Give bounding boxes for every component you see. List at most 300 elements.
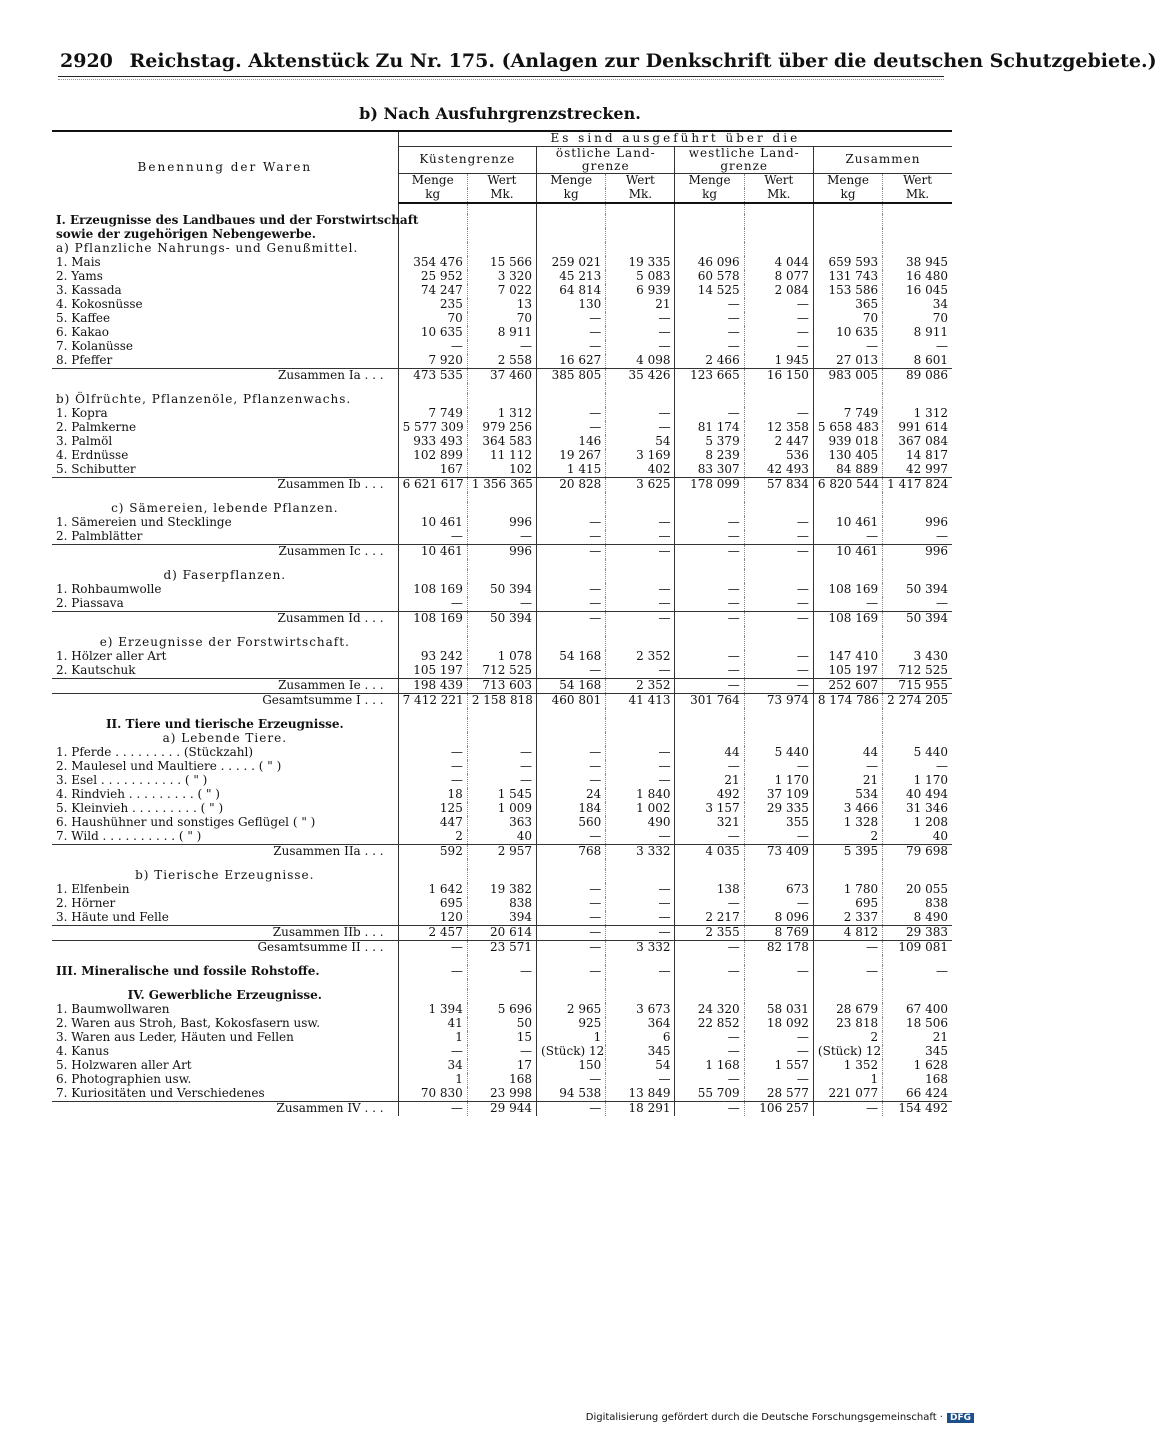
value-cell: —: [537, 421, 606, 435]
value-cell: 147 410: [813, 650, 882, 664]
empty-cell: [675, 989, 744, 1003]
value-cell: 10 461: [813, 516, 882, 530]
spacer-cell: [744, 203, 813, 214]
value-cell: 40: [467, 830, 536, 845]
value-cell: 23 998: [467, 1087, 536, 1102]
value-cell: 460 801: [537, 694, 606, 709]
value-cell: 996: [467, 545, 536, 560]
value-cell: —: [744, 965, 813, 979]
value-cell: —: [606, 1073, 675, 1087]
value-cell: —: [744, 612, 813, 627]
menge-header: Menge: [537, 174, 606, 189]
value-cell: 4 044: [744, 256, 813, 270]
value-cell: 2 352: [606, 650, 675, 664]
table-body: [52, 203, 952, 1116]
value-cell: 16 480: [883, 270, 952, 284]
table-row: [52, 270, 952, 284]
value-cell: —: [467, 597, 536, 612]
table-row: [52, 284, 952, 298]
value-cell: 1 415: [537, 463, 606, 478]
value-cell: 3 466: [813, 802, 882, 816]
value-cell: 673: [744, 883, 813, 897]
value-cell: 5 577 309: [398, 421, 467, 435]
value-cell: 7 022: [467, 284, 536, 298]
spacer-cell: [883, 492, 952, 502]
value-cell: 17: [467, 1059, 536, 1073]
spacer-cell: [606, 626, 675, 636]
row-label: 5. Kleinvieh . . . . . . . . . ( " ): [56, 801, 224, 816]
value-cell: —: [537, 530, 606, 545]
value-cell: 939 018: [813, 435, 882, 449]
value-cell: 385 805: [537, 369, 606, 384]
value-cell: 7 920: [398, 354, 467, 369]
value-cell: —: [467, 340, 536, 354]
value-cell: 178 099: [675, 478, 744, 493]
value-cell: 979 256: [467, 421, 536, 435]
value-cell: —: [537, 326, 606, 340]
row-label: IV. Gewerbliche Erzeugnisse.: [127, 988, 322, 1003]
value-cell: 1 208: [883, 816, 952, 830]
table-row: [52, 1031, 952, 1045]
value-cell: 70: [813, 312, 882, 326]
spacer-cell: [537, 383, 606, 393]
spacer-cell: [813, 859, 882, 869]
row-label: a) Pflanzliche Nahrungs- und Genußmittel.: [56, 241, 359, 256]
value-cell: 1 170: [744, 774, 813, 788]
spacer-cell: [606, 383, 675, 393]
value-cell: 8 077: [744, 270, 813, 284]
value-cell: —: [744, 679, 813, 694]
empty-cell: [398, 989, 467, 1003]
kg-unit-header: kg: [813, 188, 882, 203]
value-cell: 560: [537, 816, 606, 830]
row-label: 5. Schibutter: [56, 462, 136, 477]
value-cell: 37 460: [467, 369, 536, 384]
header-rule: [58, 76, 944, 77]
value-cell: 55 709: [675, 1087, 744, 1102]
spacer-cell: [744, 559, 813, 569]
empty-cell: [467, 242, 536, 256]
value-cell: 5 379: [675, 435, 744, 449]
value-cell: —: [606, 326, 675, 340]
section-row: [52, 242, 952, 256]
value-cell: 28 679: [813, 1003, 882, 1017]
spacer-cell: [813, 383, 882, 393]
value-cell: 130: [537, 298, 606, 312]
spacer-cell: [675, 626, 744, 636]
value-cell: 106 257: [744, 1102, 813, 1117]
value-cell: —: [537, 312, 606, 326]
subtotal-row: [52, 545, 952, 560]
subtotal-row: [52, 478, 952, 493]
row-label: 2. Palmblätter: [56, 529, 143, 544]
value-cell: 996: [883, 545, 952, 560]
value-cell: 40 494: [883, 788, 952, 802]
value-cell: 301 764: [675, 694, 744, 709]
section-subtitle: b) Nach Ausfuhrgrenzstrecken.: [359, 104, 641, 123]
value-cell: —: [675, 407, 744, 421]
empty-cell: [813, 502, 882, 516]
value-cell: 221 077: [813, 1087, 882, 1102]
value-cell: —: [606, 830, 675, 845]
spacer-cell: [398, 492, 467, 502]
table-row: [52, 788, 952, 802]
value-cell: 1 002: [606, 802, 675, 816]
value-cell: 82 178: [744, 941, 813, 956]
value-cell: —: [606, 612, 675, 627]
empty-cell: [813, 214, 882, 228]
empty-cell: [813, 732, 882, 746]
value-cell: 1: [537, 1031, 606, 1045]
value-cell: —: [675, 760, 744, 774]
section-row: [52, 718, 952, 732]
value-cell: —: [883, 530, 952, 545]
table-row: [52, 516, 952, 530]
value-cell: 50 394: [467, 612, 536, 627]
value-cell: 1 168: [675, 1059, 744, 1073]
value-cell: 108 169: [813, 583, 882, 597]
value-cell: 8 174 786: [813, 694, 882, 709]
value-cell: —: [744, 298, 813, 312]
empty-cell: [883, 502, 952, 516]
spacer-cell: [744, 626, 813, 636]
value-cell: 365: [813, 298, 882, 312]
value-cell: —: [606, 897, 675, 911]
value-cell: 10 635: [398, 326, 467, 340]
value-cell: 19 267: [537, 449, 606, 463]
value-cell: 46 096: [675, 256, 744, 270]
table-row: [52, 354, 952, 369]
empty-cell: [883, 989, 952, 1003]
spacer-cell: [606, 708, 675, 718]
group-kuestengrenze: Küstengrenze: [398, 147, 536, 174]
row-label: 1. Sämereien und Stecklinge: [56, 515, 232, 530]
value-cell: —: [675, 545, 744, 560]
empty-cell: [813, 718, 882, 732]
row-label: 3. Palmöl: [56, 434, 113, 449]
row-label: 1. Elfenbein: [56, 882, 130, 897]
column-group-header: Es sind ausgeführt über die: [398, 131, 952, 147]
row-label: 4. Kokosnüsse: [56, 297, 143, 312]
value-cell: 29 335: [744, 802, 813, 816]
row-label: Zusammen Ie . . .: [52, 679, 398, 694]
row-label: 4. Rindvieh . . . . . . . . . ( " ): [56, 787, 220, 802]
row-label: 2. Kautschuk: [56, 663, 136, 678]
value-cell: 29 383: [883, 926, 952, 941]
value-cell: —: [744, 760, 813, 774]
spacer-cell: [675, 559, 744, 569]
value-cell: 983 005: [813, 369, 882, 384]
value-cell: 1 009: [467, 802, 536, 816]
value-cell: (Stück) 12: [537, 1045, 606, 1059]
table-row: [52, 897, 952, 911]
spacer-cell: [675, 979, 744, 989]
empty-cell: [675, 502, 744, 516]
row-label: 1. Pferde . . . . . . . . . (Stückzahl): [56, 745, 254, 760]
value-cell: —: [675, 597, 744, 612]
value-cell: 35 426: [606, 369, 675, 384]
value-cell: 57 834: [744, 478, 813, 493]
row-label: III. Mineralische und fossile Rohstoffe.: [56, 964, 320, 979]
value-cell: 321: [675, 816, 744, 830]
row-label: 3. Esel . . . . . . . . . . . ( " ): [56, 773, 208, 788]
spacer-cell: [675, 492, 744, 502]
value-cell: 21: [675, 774, 744, 788]
value-cell: 3 169: [606, 449, 675, 463]
section-row: [52, 636, 952, 650]
value-cell: 167: [398, 463, 467, 478]
value-cell: 2: [813, 830, 882, 845]
value-cell: 933 493: [398, 435, 467, 449]
value-cell: 41 413: [606, 694, 675, 709]
row-label: 8. Pfeffer: [56, 353, 113, 368]
value-cell: 1 356 365: [467, 478, 536, 493]
empty-cell: [813, 869, 882, 883]
value-cell: 6: [606, 1031, 675, 1045]
value-cell: —: [537, 545, 606, 560]
table-row: [52, 449, 952, 463]
value-cell: —: [883, 760, 952, 774]
value-cell: —: [675, 941, 744, 956]
row-label: 6. Photographien usw.: [56, 1072, 192, 1087]
table-row: [52, 760, 952, 774]
spacer-cell: [398, 383, 467, 393]
value-cell: —: [744, 516, 813, 530]
value-cell: —: [744, 1045, 813, 1059]
value-cell: 34: [883, 298, 952, 312]
row-label: 5. Holzwaren aller Art: [56, 1058, 192, 1073]
value-cell: 1 545: [467, 788, 536, 802]
value-cell: —: [675, 650, 744, 664]
value-cell: 184: [537, 802, 606, 816]
row-label: 6. Haushühner und sonstiges Geflügel ( " ): [56, 815, 316, 830]
value-cell: —: [537, 941, 606, 956]
value-cell: 354 476: [398, 256, 467, 270]
empty-cell: [675, 242, 744, 256]
row-label: Gesamtsumme I . . .: [52, 694, 398, 709]
value-cell: —: [744, 897, 813, 911]
value-cell: 1 352: [813, 1059, 882, 1073]
value-cell: —: [398, 965, 467, 979]
value-cell: 67 400: [883, 1003, 952, 1017]
subtotal-row: [52, 694, 952, 709]
value-cell: —: [675, 1045, 744, 1059]
wert-header: Wert: [883, 174, 952, 189]
value-cell: 19 382: [467, 883, 536, 897]
value-cell: 473 535: [398, 369, 467, 384]
value-cell: —: [813, 597, 882, 612]
value-cell: 153 586: [813, 284, 882, 298]
value-cell: —: [606, 926, 675, 941]
table-row: [52, 530, 952, 545]
table-row: [52, 830, 952, 845]
spacer-cell: [398, 708, 467, 718]
table-row: [52, 407, 952, 421]
table-row: [52, 911, 952, 926]
value-cell: 7 749: [813, 407, 882, 421]
value-cell: 367 084: [883, 435, 952, 449]
value-cell: 66 424: [883, 1087, 952, 1102]
value-cell: 8 096: [744, 911, 813, 926]
empty-cell: [883, 636, 952, 650]
row-label: a) Lebende Tiere.: [162, 731, 288, 746]
value-cell: —: [675, 612, 744, 627]
value-cell: 715 955: [883, 679, 952, 694]
row-label: Zusammen Ia . . .: [52, 369, 398, 384]
empty-cell: [467, 214, 536, 228]
spacer-cell: [675, 203, 744, 214]
value-cell: —: [744, 407, 813, 421]
value-cell: 925: [537, 1017, 606, 1031]
empty-cell: [537, 732, 606, 746]
row-label: 3. Waren aus Leder, Häuten und Fellen: [56, 1030, 294, 1045]
value-cell: 5 083: [606, 270, 675, 284]
empty-cell: [537, 718, 606, 732]
value-cell: —: [398, 1102, 467, 1117]
value-cell: 50 394: [883, 583, 952, 597]
value-cell: 1 628: [883, 1059, 952, 1073]
row-label: 2. Palmkerne: [56, 420, 137, 435]
empty-cell: [467, 228, 536, 242]
value-cell: 8 911: [467, 326, 536, 340]
value-cell: 50 394: [883, 612, 952, 627]
table-row: [52, 312, 952, 326]
subtotal-row: [52, 941, 952, 956]
value-cell: —: [606, 407, 675, 421]
value-cell: 54 168: [537, 679, 606, 694]
row-label: 2. Waren aus Stroh, Bast, Kokosfasern usw.: [56, 1016, 321, 1031]
page-number: 2920: [60, 50, 113, 72]
value-cell: —: [467, 1045, 536, 1059]
value-cell: —: [606, 664, 675, 679]
spacer-cell: [398, 559, 467, 569]
value-cell: —: [537, 760, 606, 774]
value-cell: 109 081: [883, 941, 952, 956]
value-cell: —: [675, 830, 744, 845]
empty-cell: [398, 718, 467, 732]
empty-cell: [744, 502, 813, 516]
row-label: 1. Mais: [56, 255, 101, 270]
value-cell: —: [744, 583, 813, 597]
row-label: 5. Kaffee: [56, 311, 111, 326]
row-label: c) Sämereien, lebende Pflanzen.: [111, 501, 339, 516]
empty-cell: [883, 569, 952, 583]
value-cell: —: [537, 897, 606, 911]
value-cell: —: [606, 965, 675, 979]
row-label: d) Faserpflanzen.: [163, 568, 287, 583]
row-label: b) Tierische Erzeugnisse.: [135, 868, 315, 883]
value-cell: —: [398, 746, 467, 760]
value-cell: 11 112: [467, 449, 536, 463]
row-label: 7. Kolanüsse: [56, 339, 133, 354]
table-row: [52, 802, 952, 816]
value-cell: 5 440: [883, 746, 952, 760]
empty-cell: [398, 228, 467, 242]
spacer-cell: [744, 708, 813, 718]
value-cell: 41: [398, 1017, 467, 1031]
value-cell: 364: [606, 1017, 675, 1031]
value-cell: 108 169: [813, 612, 882, 627]
row-label: 2. Yams: [56, 269, 103, 284]
value-cell: —: [537, 965, 606, 979]
section-row: [52, 965, 952, 979]
value-cell: 31 346: [883, 802, 952, 816]
row-label: 4. Erdnüsse: [56, 448, 129, 463]
value-cell: —: [744, 1031, 813, 1045]
value-cell: —: [675, 298, 744, 312]
spacer-cell: [398, 979, 467, 989]
value-cell: 712 525: [467, 664, 536, 679]
wert-header: Wert: [744, 174, 813, 189]
value-cell: 79 698: [883, 845, 952, 860]
row-label: Zusammen Ic . . .: [52, 545, 398, 560]
value-cell: 4 035: [675, 845, 744, 860]
empty-cell: [744, 242, 813, 256]
table-row: [52, 256, 952, 270]
spacer-cell: [883, 559, 952, 569]
group-oestliche-landgrenze: östliche Land-grenze: [537, 147, 675, 174]
spacer-cell: [675, 708, 744, 718]
value-cell: —: [813, 1102, 882, 1117]
value-cell: —: [606, 340, 675, 354]
spacer-cell: [883, 626, 952, 636]
value-cell: 10 635: [813, 326, 882, 340]
value-cell: 123 665: [675, 369, 744, 384]
value-cell: 21: [606, 298, 675, 312]
value-cell: 4 812: [813, 926, 882, 941]
spacer-cell: [675, 383, 744, 393]
value-cell: —: [606, 421, 675, 435]
value-cell: 29 944: [467, 1102, 536, 1117]
value-cell: 102 899: [398, 449, 467, 463]
value-cell: 168: [467, 1073, 536, 1087]
row-label: 1. Rohbaumwolle: [56, 582, 162, 597]
value-cell: 138: [675, 883, 744, 897]
value-cell: 2 355: [675, 926, 744, 941]
mk-unit-header: Mk.: [467, 188, 536, 203]
value-cell: 2: [813, 1031, 882, 1045]
value-cell: 83 307: [675, 463, 744, 478]
value-cell: 3 673: [606, 1003, 675, 1017]
empty-cell: [606, 989, 675, 1003]
mk-unit-header: Mk.: [744, 188, 813, 203]
empty-cell: [398, 732, 467, 746]
value-cell: 2 158 818: [467, 694, 536, 709]
spacer-cell: [606, 859, 675, 869]
row-label: Zusammen Ib . . .: [52, 478, 398, 493]
value-cell: 81 174: [675, 421, 744, 435]
empty-cell: [675, 636, 744, 650]
value-cell: 2: [398, 830, 467, 845]
value-cell: 20 828: [537, 478, 606, 493]
value-cell: —: [675, 326, 744, 340]
empty-cell: [883, 869, 952, 883]
empty-cell: [398, 393, 467, 407]
row-label: b) Ölfrüchte, Pflanzenöle, Pflanzenwachs.: [56, 392, 352, 407]
value-cell: 10 461: [398, 545, 467, 560]
value-cell: 838: [883, 897, 952, 911]
spacer-cell: [467, 626, 536, 636]
empty-cell: [744, 214, 813, 228]
value-cell: 3 320: [467, 270, 536, 284]
table-header: [52, 131, 952, 203]
table-row: [52, 1073, 952, 1087]
value-cell: 1 078: [467, 650, 536, 664]
empty-cell: [883, 214, 952, 228]
spacer-cell: [744, 383, 813, 393]
value-cell: —: [537, 1102, 606, 1117]
value-cell: 18 092: [744, 1017, 813, 1031]
